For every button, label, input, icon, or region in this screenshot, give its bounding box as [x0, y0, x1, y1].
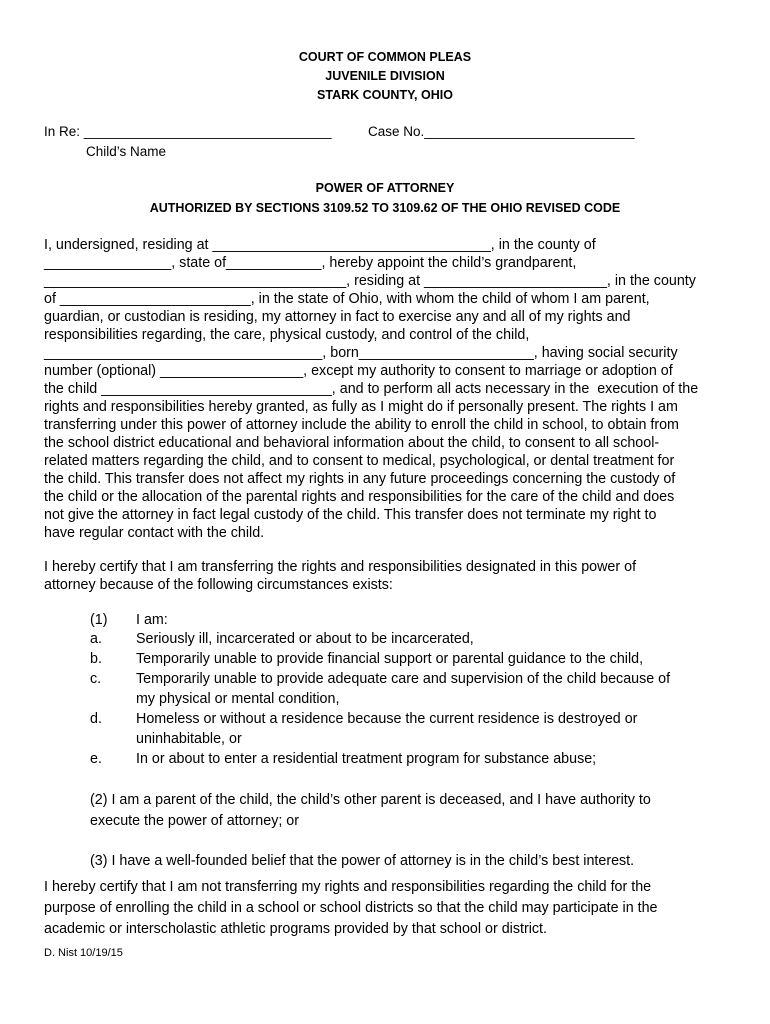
- body-line: ________________, state of____________, hereby appoint the child’s grandparent,: [44, 255, 577, 271]
- body-line: the child _____________________________, and to perform all acts necessary in the execution of the: [44, 381, 699, 397]
- list-item: Temporarily unable to provide adequate care and supervision of the child because of: [136, 671, 671, 687]
- body-line: guardian, or custodian is residing, my attorney in fact to exercise any and all of my rights and: [44, 309, 631, 325]
- body-line: execute the power of attorney; or: [90, 813, 300, 829]
- body-line: of ________________________, in the state of Ohio, with whom the child of whom I am parent,: [44, 291, 650, 307]
- list-marker: a.: [90, 631, 102, 647]
- item-3: (3) I have a well-founded belief that the power of attorney is in the child’s best interest.: [90, 853, 635, 869]
- court-county: STARK COUNTY, OHIO: [317, 88, 453, 102]
- body-line: number (optional) __________________, except my authority to consent to marriage or adoption of: [44, 363, 673, 379]
- court-name: COURT OF COMMON PLEAS: [298, 50, 472, 64]
- list-marker: d.: [90, 711, 102, 727]
- body-line: purpose of enrolling the child in a school or school districts so that the child may participate in the: [44, 900, 658, 916]
- footer-revision: D. Nist 10/19/15: [44, 947, 123, 959]
- body-line: attorney because of the following circumstances exists:: [44, 577, 393, 593]
- body-line: the school district educational and behavioral information about the child, to consent to all school-: [44, 435, 660, 451]
- body-line: the child. This transfer does not affect my rights in any future proceedings concerning the custody of: [44, 471, 676, 487]
- list-marker: e.: [90, 751, 102, 767]
- list-item: I am:: [136, 612, 168, 628]
- body-line: I hereby certify that I am not transferring my rights and responsibilities regarding the child for the: [44, 879, 652, 895]
- list-marker: b.: [90, 651, 102, 667]
- body-line: (2) I am a parent of the child, the child’s other parent is deceased, and I have authority to: [90, 792, 651, 808]
- document-title: POWER OF ATTORNEY: [315, 181, 455, 195]
- body-line: the child or the allocation of the parental rights and responsibilities for the care of the child and does: [44, 489, 675, 505]
- body-line: transferring under this power of attorney include the ability to enroll the child in school, to obtain from: [44, 417, 679, 433]
- case-number-field: Case No.____________________________: [368, 124, 635, 139]
- document-subtitle: AUTHORIZED BY SECTIONS 3109.52 TO 3109.62 OF THE OHIO REVISED CODE: [149, 201, 621, 215]
- list-marker: c.: [90, 671, 102, 687]
- body-line: ______________________________________, residing at _______________________, in the county: [44, 273, 696, 289]
- list-item: Homeless or without a residence because the current residence is destroyed or: [136, 711, 638, 727]
- body-line: rights and responsibilities hereby granted, as fully as I might do if personally present. The rights I am: [44, 399, 678, 415]
- list-item-continuation: uninhabitable, or: [136, 731, 242, 747]
- list-item: Seriously ill, incarcerated or about to be incarcerated,: [136, 631, 474, 647]
- list-item: In or about to enter a residential treatment program for substance abuse;: [136, 751, 597, 767]
- body-line: responsibilities regarding, the care, physical custody, and control of the child,: [44, 327, 530, 343]
- list-item: Temporarily unable to provide financial support or parental guidance to the child,: [136, 651, 644, 667]
- body-line: have regular contact with the child.: [44, 525, 265, 541]
- list-item-continuation: my physical or mental condition,: [136, 691, 340, 707]
- body-line: related matters regarding the child, and to consent to medical, psychological, or dental treatment for: [44, 453, 675, 469]
- body-line: not give the attorney in fact legal custody of the child. This transfer does not terminate my right to: [44, 507, 657, 523]
- court-division: JUVENILE DIVISION: [325, 69, 445, 83]
- body-line: academic or interscholastic athletic programs provided by that school or district.: [44, 921, 547, 937]
- list-marker: (1): [90, 612, 108, 628]
- in-re-field: In Re: _________________________________: [44, 124, 332, 139]
- childs-name-label: Child’s Name: [86, 144, 167, 159]
- body-line: I, undersigned, residing at ___________________________________, in the county of: [44, 237, 596, 253]
- body-line: ___________________________________, born______________________, having social security: [44, 345, 678, 361]
- body-line: I hereby certify that I am transferring the rights and responsibilities designated in this power of: [44, 559, 637, 575]
